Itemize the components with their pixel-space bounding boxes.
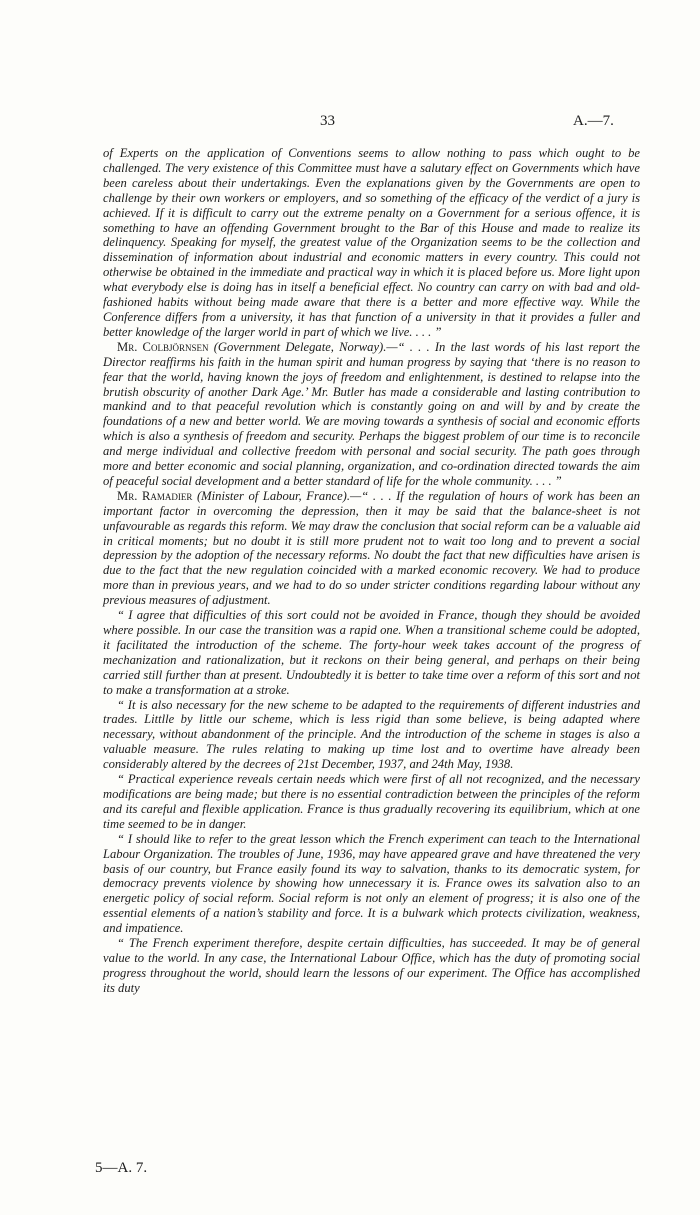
speaker-name: Mr. Ramadier — [117, 488, 193, 503]
speaker-role: (Minister of Labour, France). — [196, 488, 351, 503]
page-number: 33 — [320, 113, 335, 129]
paragraph — [103, 608, 640, 697]
paragraph — [103, 698, 640, 773]
paragraph-text: “ I agree that difficulties of this sort could not be avoided in France, though they should be avoided where possible. In our case the transition was a rapid one. When a transitional scheme could be adopted, it facilitated the introduction of the scheme. The forty-hour week takes account of the progress of mechanization and rationalization, but it reckons on their being general, and perhaps on their being carried still further than at present. Undoubtedly it is better to take time over a reform of this sort and not to make a transformation at a stroke. — [103, 608, 640, 697]
paragraph-text: of Experts on the application of Conventions seems to allow nothing to pass which ought to be challenged. The very existence of this Committee must have a salutary effect on Governments which have been careless about their undertakings. Even the explanations given by the Governments are open to challenge by their own workers or employers, and so something of the efficacy of the verdict of a jury is achieved. If it is difficult to carry out the extreme penalty on a Government for a serious offence, it is something to have an offending Government brought to the Bar of this House and made to realize its delinquency. Speaking for myself, the greatest value of the Organization seems to be the collection and dissemination of information about industrial and economic matters in every country. This could not otherwise be obtained in the immediate and practical way in which it is placed before us. More light upon what everybody else is doing has in itself a beneficial effect. No country can carry on with bad and old-fashioned habits without being made aware that there is a better and more effective way. While the Conference differs from a university, it has that function of a university in that it provides a fuller and better knowledge of the larger world in part of which we live. . . . ” — [103, 146, 640, 339]
paragraph — [103, 146, 640, 340]
paragraph — [103, 489, 640, 608]
paragraph-text: “ The French experiment therefore, despite certain difficulties, has succeeded. It may be of general value to the world. In any case, the International Labour Office, which has the duty of promoting social progress throughout the world, should learn the lessons of our experiment. The Office has accomplished its duty — [103, 936, 640, 995]
series-reference: A.—7. — [573, 113, 614, 129]
paragraph — [103, 936, 640, 996]
paragraph — [103, 832, 640, 936]
paragraph — [103, 340, 640, 489]
paragraph-text: —“ . . . If the regulation of hours of work has been an important factor in overcoming the depression, then it may be said that the balance-sheet is not unfavourable as regards this reform. We may draw the conclusion that social reform can be a valuable aid in critical moments; but no doubt it is still more prudent not to wait too long and to prevent a social depression by the adoption of the necessary reforms. No doubt the fact that new difficulties have arisen is due to the fact that the new regulation coincided with a marked economic recovery. We had to produce more than in previous years, and we had to do so under stricter conditions regarding labour without any previous measures of adjustment. — [103, 488, 640, 608]
body-text — [103, 146, 640, 996]
speaker-name: Mr. Colbjörnsen — [117, 339, 209, 354]
footer-signature: 5—A. 7. — [95, 1160, 148, 1176]
speaker-role: (Government Delegate, Norway). — [213, 339, 387, 354]
paragraph-text: “ Practical experience reveals certain needs which were first of all not recognized, and the necessary modifications are being made; but there is no essential contradiction between the principles of the reform and its careful and flexible application. France is thus gradually recovering its equilibrium, which at one time seemed to be in danger. — [103, 772, 640, 831]
paragraph — [103, 772, 640, 832]
paragraph-text: “ I should like to refer to the great lesson which the French experiment can teach to the International Labour Organization. The troubles of June, 1936, may have appeared grave and have threatened the very basis of our country, but France easily found its way to salvation, thanks to its democratic system, for democracy prevents violence by showing how unnecessary it is. France owes its salvation also to an energetic policy of social reform. Social reform is not only an element of progress; it is also one of the essential elements of a nation’s stability and force. It is a bulwark which protects civilization, weakness, and impatience. — [103, 831, 640, 936]
paragraph-text: —“ . . . In the last words of his last report the Director reaffirms his faith in the human spirit and human progress by saying that ‘there is no reason to fear that the world, having known the joys of freedom and enlightenment, is destined to relapse into the brutish obscurity of another Dark Age.’ Mr. Butler has made a considerable and lasting contribution to mankind and to that peaceful revolution which is constantly going on and will by and by create the foundations of a new and better world. We are moving towards a synthesis of social and economic efforts which is also a synthesis of freedom and security. Perhaps the biggest problem of our time is to reconcile and merge individual and collective freedom with personal and social security. The path goes through more and better economic and social planning, organization, and co-ordination directed towards the aim of peaceful social development and a better standard of life for the whole community. . . . ” — [103, 339, 641, 488]
page-header — [0, 113, 700, 133]
paragraph-text: “ It is also necessary for the new scheme to be adapted to the requirements of different industries and trades. Littlle by little our scheme, which is less rigid than some believe, is being adapted where necessary, without abandonment of the principle. And the introduction of the scheme in stages is also a valuable measure. The rules relating to making up time lost and to overtime have already been considerably altered by the decrees of 21st December, 1937, and 24th May, 1938. — [103, 697, 640, 772]
